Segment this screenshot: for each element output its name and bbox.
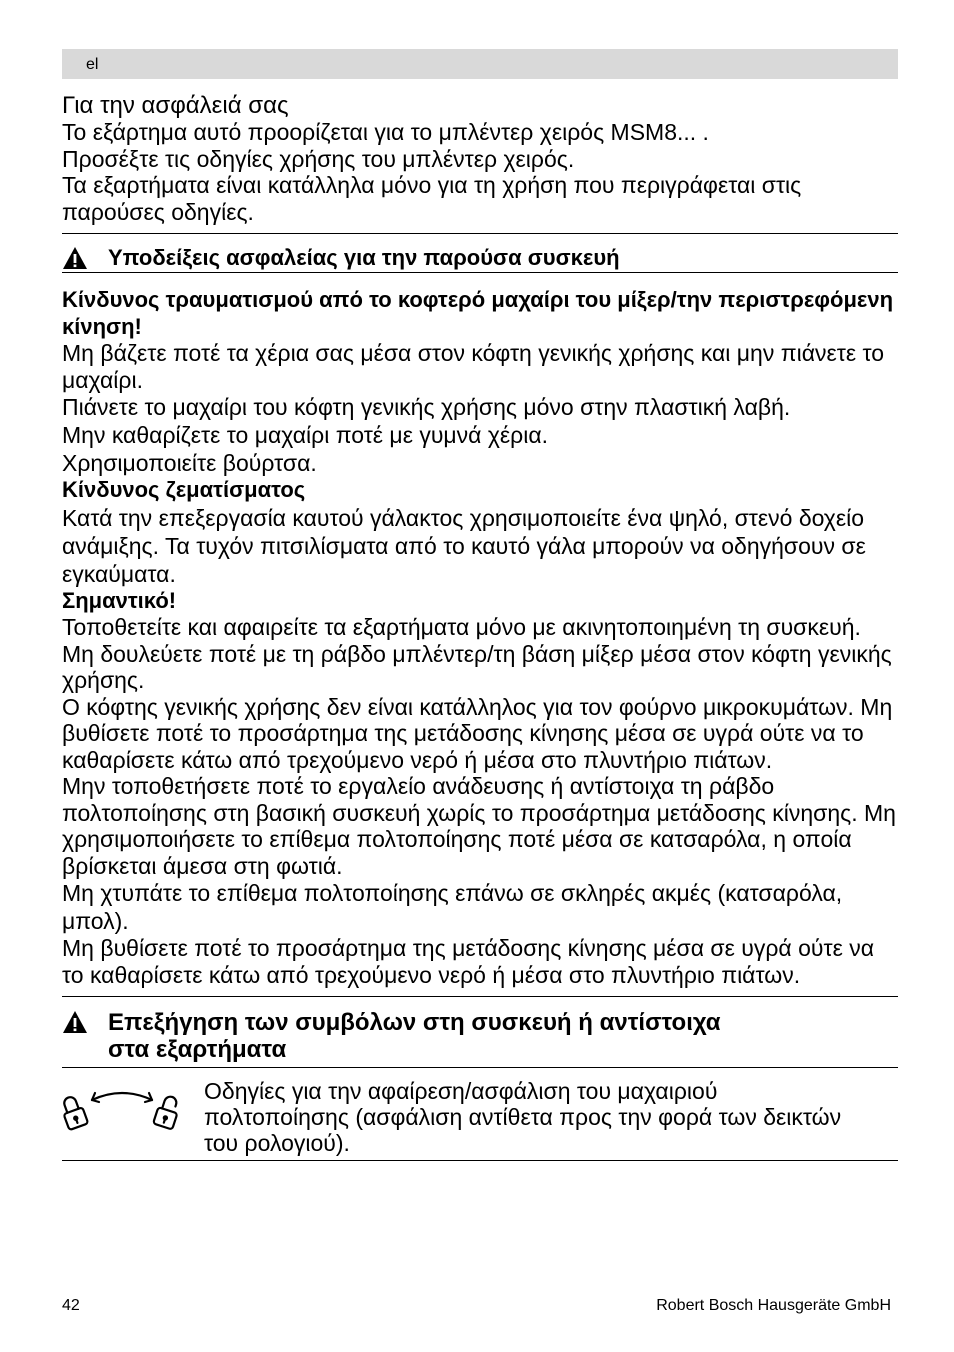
- knife-paragraph: Μην καθαρίζετε το μαχαίρι ποτέ με γυμνά χέρια.: [62, 422, 549, 448]
- language-bar: [62, 49, 898, 79]
- scald-paragraph: Κατά την επεξεργασία καυτού γάλακτος χρησιμοποιείτε ένα ψηλό, στενό δοχείο ανάμιξης. Τα τυχόν πιτσιλίσματα από το καυτό γάλα μπορούν να οδηγήσουν σε εγκαύματα.: [62, 504, 866, 587]
- knife-paragraph: Πιάνετε το μαχαίρι του κόφτη γενικής χρήσης μόνο στην πλαστική λαβή.: [62, 394, 791, 420]
- divider: [62, 272, 898, 273]
- knife-paragraph: Χρησιμοποιείτε βούρτσα.: [62, 450, 317, 476]
- section-title-safety: Για την ασφάλειά σας: [62, 92, 289, 119]
- important-paragraph: Μη βυθίσετε ποτέ το προσάρτημα της μετάδοσης κίνησης μέσα σε υγρά ούτε να το καθαρίσετε κάτω από τρεχούμενο νερό ή μέσα στο πλυντήριο πιάτων.: [62, 935, 875, 988]
- language-code: el: [86, 56, 99, 73]
- lock-symbol-row: [62, 1068, 898, 1160]
- safety-heading: [62, 234, 898, 272]
- important-paragraph: Μην τοποθετήσετε ποτέ το εργαλείο ανάδευσης ή αντίστοιχα τη ράβδο πολτοποίησης στη βασική συσκευή χωρίς το προσάρτημα μετάδοσης κίνησης. Μη χρησιμοποιήσετε το επίθεμα πολτοποίησης ποτέ μέσα σε κατσαρόλα, η οποία βρίσκεται άμεσα στη φωτιά.: [62, 773, 896, 879]
- symbols-heading: [62, 997, 898, 1067]
- warning-triangle-icon: [62, 246, 88, 270]
- important-paragraph: Ο κόφτης γενικής χρήσης δεν είναι κατάλληλος για τον φούρνο μικροκυμάτων. Μη βυθίσετε ποτέ το προσάρτημα της μετάδοσης κίνησης μέσα σε υγρά ούτε να το καθαρίσετε κάτω από τρεχούμενο νερό ή μέσα στο πλυντήριο πιάτων.: [62, 693, 893, 773]
- symbols-heading-text: [108, 1009, 721, 1063]
- lock-symbol-description: Οδηγίες για την αφαίρεση/ασφάλιση του μαχαιριού πολτοποίησης (ασφάλιση αντίθετα προς την φορά των δεικτών του ρολογιού).: [204, 1078, 842, 1156]
- intro-paragraph: Προσέξτε τις οδηγίες χρήσης του μπλέντερ χειρός.: [62, 145, 575, 172]
- safety-heading-text: Υποδείξεις ασφαλείας για την παρούσα συσκευή: [108, 245, 620, 270]
- divider: [62, 1160, 898, 1161]
- lock-unlock-rotation-icon: [62, 1086, 182, 1132]
- intro-paragraph: Τα εξαρτήματα είναι κατάλληλα μόνο για τη χρήση που περιγράφεται στις παρούσες οδηγίες.: [62, 172, 802, 225]
- page-number: 42: [62, 1297, 80, 1314]
- company-name: Robert Bosch Hausgeräte GmbH: [656, 1297, 891, 1314]
- important-paragraph: Τοποθετείτε και αφαιρείτε τα εξαρτήματα μόνο με ακινητοποιημένη τη συσκευή.: [62, 614, 861, 640]
- important-paragraph: Μη δουλεύετε ποτέ με τη ράβδο μπλέντερ/τη βάση μίξερ μέσα στον κόφτη γενικής χρήσης.: [62, 640, 892, 693]
- symbols-heading-line1: Επεξήγηση των συμβόλων στη συσκευή ή αντίστοιχα: [108, 1009, 721, 1036]
- symbols-heading-line2: στα εξαρτήματα: [108, 1036, 287, 1063]
- knife-paragraph: Μη βάζετε ποτέ τα χέρια σας μέσα στον κόφτη γενικής χρήσης και μην πιάνετε το μαχαίρι.: [62, 340, 885, 393]
- important-note: Σημαντικό!: [62, 587, 177, 613]
- page-content: [62, 92, 898, 1161]
- warning-triangle-icon: [62, 1010, 88, 1034]
- knife-warning: Κίνδυνος τραυματισμού από το κοφτερό μαχαίρι του μίξερ/την περιστρεφόμενη κίνηση!: [62, 287, 894, 339]
- intro-paragraph: Το εξάρτημα αυτό προορίζεται για το μπλέντερ χειρός MSM8... .: [62, 119, 709, 145]
- scald-warning: Κίνδυνος ζεματίσματος: [62, 477, 306, 502]
- important-paragraph: Μη χτυπάτε το επίθεμα πολτοποίησης επάνω σε σκληρές ακμές (κατσαρόλα, μπολ).: [62, 880, 843, 934]
